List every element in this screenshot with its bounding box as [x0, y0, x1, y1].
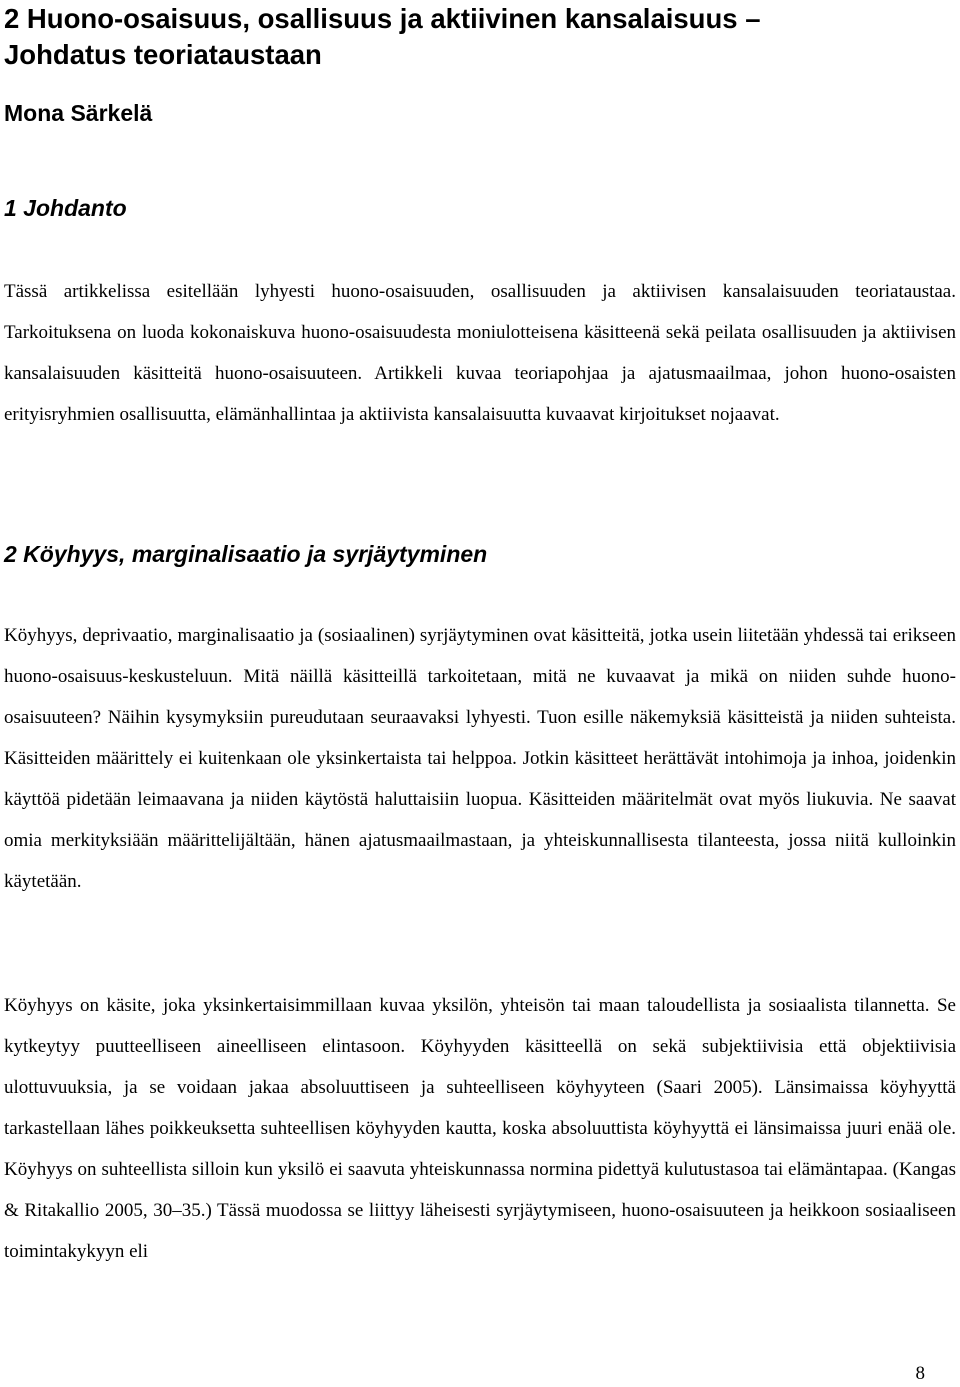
- page-number: 8: [915, 1363, 925, 1384]
- document-page: [4, 0, 956, 1262]
- author-name: Mona Särkelä: [4, 100, 153, 126]
- document-title-line-1: 2 Huono-osaisuus, osallisuus ja aktiivinen kansalaisuus –: [4, 3, 761, 34]
- document-title-line-2: Johdatus teoriataustaan: [4, 39, 322, 70]
- document-title: [4, 0, 956, 73]
- poverty-paragraph-2: Köyhyys on käsite, joka yksinkertaisimmillaan kuvaa yksilön, yhteisön tai maan taloudellista ja sosiaalista tilannetta. Se kytkeytyy puutteelliseen aineelliseen elintasoon. Köyhyyden käsitteellä on sekä subjektiivisia että objektiivisia ulottuvuuksia, ja se voidaan jakaa absoluuttiseen ja suhteelliseen köyhyyteen (Saari 2005). Länsimaissa köyhyyttä tarkastellaan lähes poikkeuksetta suhteellisen köyhyyden kautta, koska absoluuttista köyhyyttä ei länsimaissa juuri enää ole. Köyhyys on suhteellista silloin kun yksilö ei saavuta yhteiskunnassa normina pidettyä kulutustasoa tai elämäntapaa. (Kangas & Ritakallio 2005, 30–35.) Tässä muodossa se liittyy läheisesti syrjäytymiseen, huono-osaisuuteen ja heikkoon sosiaaliseen toimintakykyyn eli: [4, 995, 956, 1262]
- poverty-paragraph-1: Köyhyys, deprivaatio, marginalisaatio ja (sosiaalinen) syrjäytyminen ovat käsitteitä, jotka usein liitetään yhdessä tai erikseen huono-osaisuus-keskusteluun. Mitä näillä käsitteillä tarkoitetaan, mitä ne kuvaavat ja mikä on niiden suhde huono-osaisuuteen? Näihin kysymyksiin pureudutaan seuraavaksi lyhyesti. Tuon esille näkemyksiä käsitteistä ja niiden suhteista. Käsitteiden määrittely ei kuitenkaan ole yksinkertaista tai helppoa. Jotkin käsitteet herättävät intohimoja ja inhoa, joidenkin käyttöä pidetään leimaavana ja niiden käytöstä haluttaisiin luopua. Käsitteiden määritelmät ovat myös liukuvia. Ne saavat omia merkityksiään määrittelijältään, hänen ajatusmaailmastaan, ja yhteiskunnallisesta tilanteesta, jossa niitä kulloinkin käytetään.: [4, 625, 956, 892]
- section-heading-introduction: 1 Johdanto: [4, 195, 127, 221]
- section-heading-poverty: 2 Köyhyys, marginalisaatio ja syrjäytyminen: [4, 541, 488, 567]
- introduction-paragraph: Tässä artikkelissa esitellään lyhyesti huono-osaisuuden, osallisuuden ja aktiivisen kansalaisuuden teoriataustaa. Tarkoituksena on luoda kokonaiskuva huono-osaisuudesta moniulotteisena käsitteenä sekä peilata osallisuuden ja aktiivisen kansalaisuuden käsitteitä huono-osaisuuteen. Artikkeli kuvaa teoriapohjaa ja ajatusmaailmaa, johon huono-osaisten erityisryhmien osallisuutta, elämänhallintaa ja aktiivista kansalaisuutta kuvaavat kirjoitukset nojaavat.: [4, 281, 956, 425]
